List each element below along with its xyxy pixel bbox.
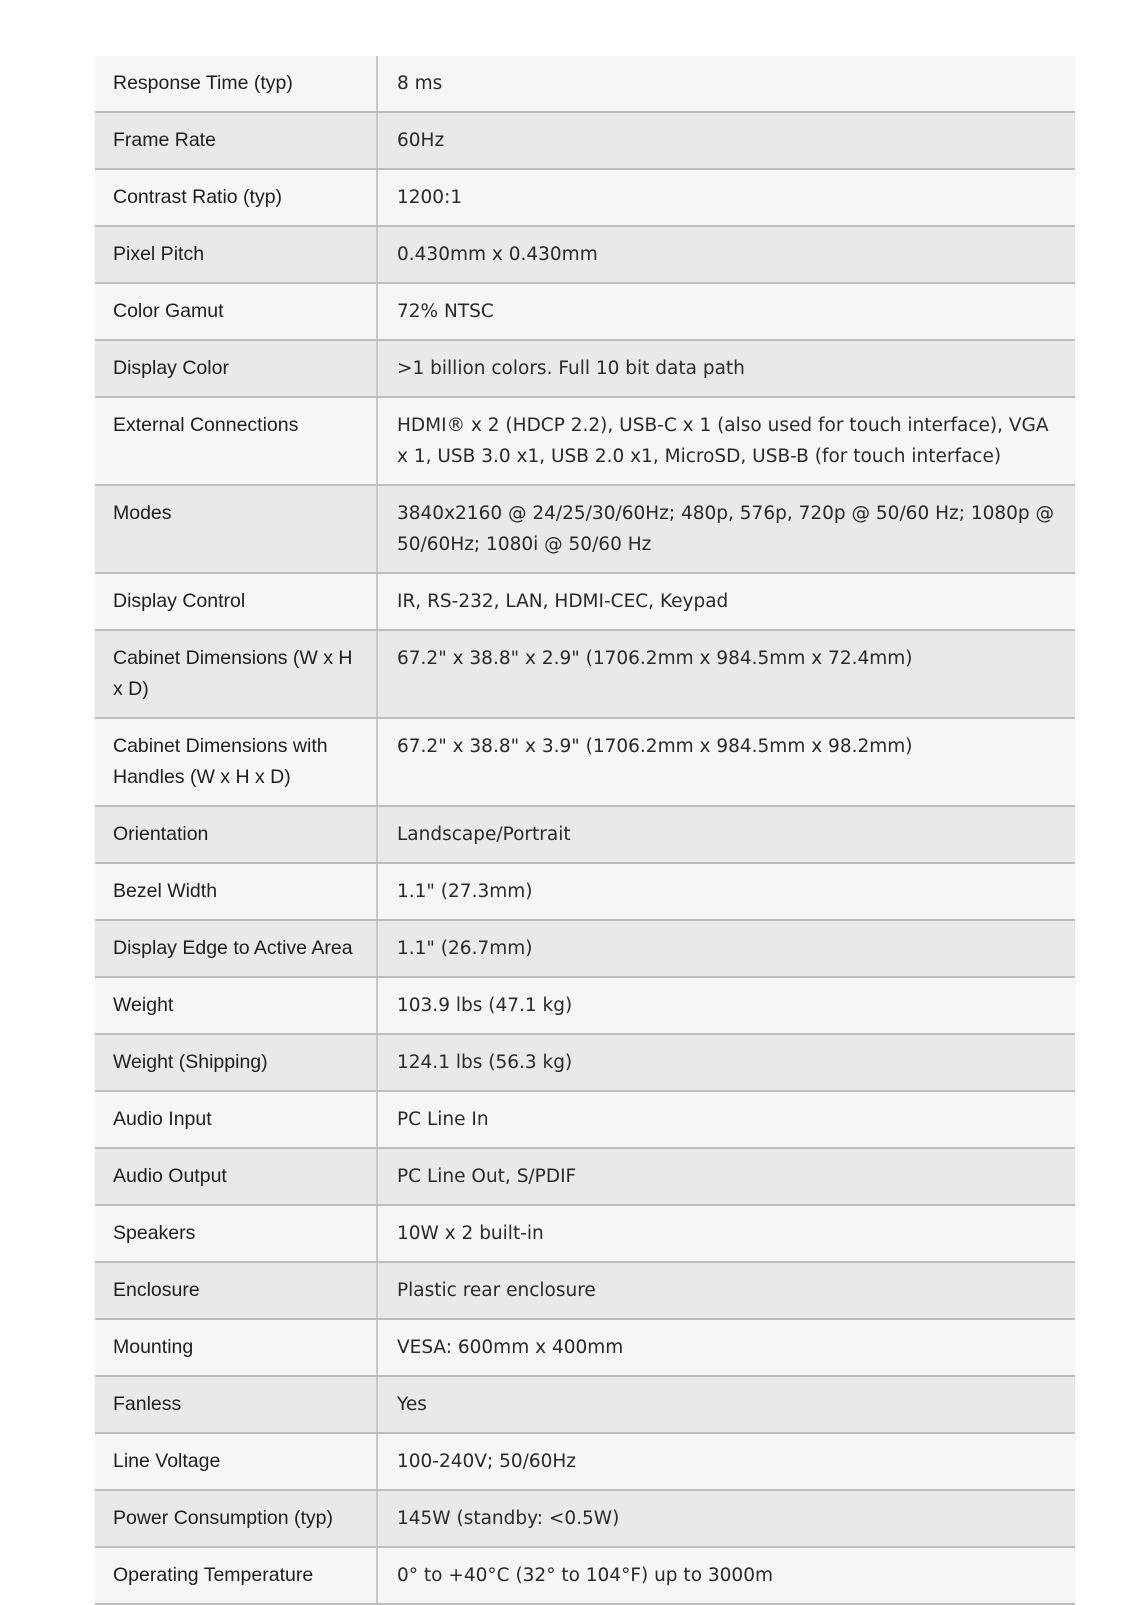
spec-label: Power Consumption (typ) [95, 1490, 377, 1547]
spec-value: 8 ms [377, 56, 1075, 112]
spec-row [95, 863, 1075, 920]
spec-value: 1.1" (26.7mm) [377, 920, 1075, 977]
spec-row [95, 1547, 1075, 1604]
spec-value: PC Line Out, S/PDIF [377, 1148, 1075, 1205]
spec-label: Pixel Pitch [95, 226, 377, 283]
spec-value: Plastic rear enclosure [377, 1262, 1075, 1319]
spec-value: 0.430mm x 0.430mm [377, 226, 1075, 283]
spec-value: 1200:1 [377, 169, 1075, 226]
spec-row [95, 1376, 1075, 1433]
spec-label: Response Time (typ) [95, 56, 377, 112]
spec-value: Landscape/Portrait [377, 806, 1075, 863]
spec-label: Audio Output [95, 1148, 377, 1205]
spec-label: Enclosure [95, 1262, 377, 1319]
spec-value: 100-240V; 50/60Hz [377, 1433, 1075, 1490]
spec-label: Orientation [95, 806, 377, 863]
spec-row [95, 1091, 1075, 1148]
spec-row [95, 283, 1075, 340]
spec-row [95, 718, 1075, 806]
spec-label: Operating Temperature [95, 1547, 377, 1604]
spec-row [95, 1205, 1075, 1262]
spec-row [95, 56, 1075, 112]
spec-row [95, 1433, 1075, 1490]
spec-value: IR, RS-232, LAN, HDMI-CEC, Keypad [377, 573, 1075, 630]
spec-label: Bezel Width [95, 863, 377, 920]
spec-row [95, 573, 1075, 630]
spec-label: Cabinet Dimensions with Handles (W x H x D) [95, 718, 377, 806]
spec-value: PC Line In [377, 1091, 1075, 1148]
spec-value: 0° to +40°C (32° to 104°F) up to 3000m [377, 1547, 1075, 1604]
spec-row [95, 112, 1075, 169]
spec-row [95, 1262, 1075, 1319]
spec-value: 60Hz [377, 112, 1075, 169]
spec-label: Mounting [95, 1319, 377, 1376]
spec-label: Line Voltage [95, 1433, 377, 1490]
spec-value: 103.9 lbs (47.1 kg) [377, 977, 1075, 1034]
spec-value: HDMI® x 2 (HDCP 2.2), USB-C x 1 (also used for touch interface), VGA x 1, USB 3.0 x1, USB 2.0 x1, MicroSD, USB-B (for touch interface) [377, 397, 1075, 485]
spec-row [95, 169, 1075, 226]
spec-row [95, 977, 1075, 1034]
spec-row [95, 1490, 1075, 1547]
spec-row [95, 340, 1075, 397]
spec-label: Modes [95, 485, 377, 573]
spec-value: 3840x2160 @ 24/25/30/60Hz; 480p, 576p, 720p @ 50/60 Hz; 1080p @ 50/60Hz; 1080i @ 50/60 Hz [377, 485, 1075, 573]
spec-label: Fanless [95, 1376, 377, 1433]
spec-value: >1 billion colors. Full 10 bit data path [377, 340, 1075, 397]
spec-row [95, 1148, 1075, 1205]
spec-label: Cabinet Dimensions (W x H x D) [95, 630, 377, 718]
spec-value: 124.1 lbs (56.3 kg) [377, 1034, 1075, 1091]
spec-value: VESA: 600mm x 400mm [377, 1319, 1075, 1376]
spec-row [95, 1034, 1075, 1091]
spec-label: Weight [95, 977, 377, 1034]
spec-value: Yes [377, 1376, 1075, 1433]
spec-row [95, 397, 1075, 485]
spec-row [95, 485, 1075, 573]
spec-label: Speakers [95, 1205, 377, 1262]
spec-value: 1.1" (27.3mm) [377, 863, 1075, 920]
spec-label: Display Edge to Active Area [95, 920, 377, 977]
spec-value: 145W (standby: <0.5W) [377, 1490, 1075, 1547]
spec-value: 67.2" x 38.8" x 2.9" (1706.2mm x 984.5mm x 72.4mm) [377, 630, 1075, 718]
spec-label: Weight (Shipping) [95, 1034, 377, 1091]
spec-row [95, 920, 1075, 977]
spec-label: Audio Input [95, 1091, 377, 1148]
spec-row [95, 1319, 1075, 1376]
spec-label: Contrast Ratio (typ) [95, 169, 377, 226]
spec-row [95, 226, 1075, 283]
spec-label: Frame Rate [95, 112, 377, 169]
specifications-table [95, 56, 1075, 1605]
spec-label: Color Gamut [95, 283, 377, 340]
spec-value: 10W x 2 built-in [377, 1205, 1075, 1262]
spec-label: Display Control [95, 573, 377, 630]
spec-label: External Connections [95, 397, 377, 485]
spec-label: Display Color [95, 340, 377, 397]
spec-row [95, 806, 1075, 863]
specifications-table-body [95, 56, 1075, 1604]
spec-value: 72% NTSC [377, 283, 1075, 340]
spec-row [95, 630, 1075, 718]
spec-value: 67.2" x 38.8" x 3.9" (1706.2mm x 984.5mm x 98.2mm) [377, 718, 1075, 806]
